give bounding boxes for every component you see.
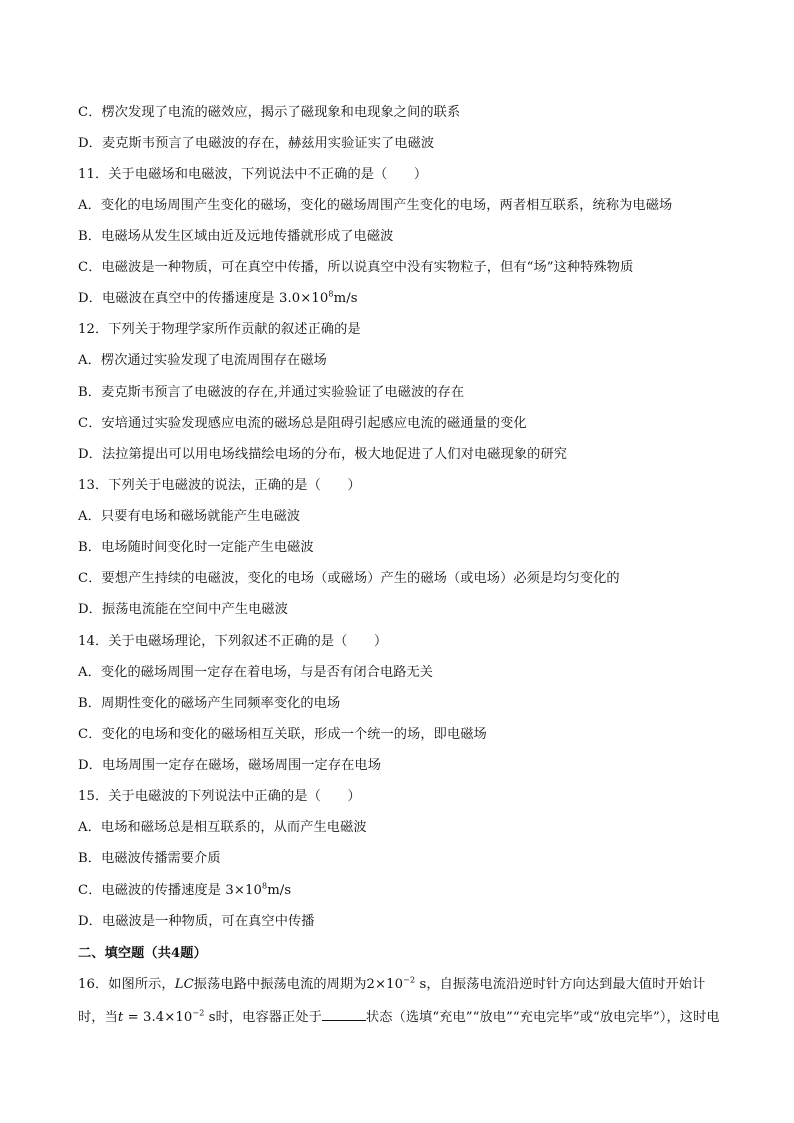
option-a-q15: A．电场和磁场总是相互联系的，从而产生电磁波 bbox=[78, 820, 367, 835]
question-12: 12．下列关于物理学家所作贡献的叙述正确的是 bbox=[78, 322, 361, 337]
option-a-q11: A．变化的电场周围产生变化的磁场，变化的磁场周围产生变化的电场，两者相互联系，统称为电磁场 bbox=[78, 198, 673, 213]
option-c-q15 bbox=[78, 882, 730, 900]
q16-period: 2×10 bbox=[366, 977, 404, 992]
option-a-q13: A．只要有电场和磁场就能产生电磁波 bbox=[78, 509, 301, 524]
q16-period-exp: −2 bbox=[403, 975, 416, 985]
option-c-q12: C．安培通过实验发现感应电流的磁场总是阻碍引起感应电流的磁通量的变化 bbox=[78, 416, 527, 431]
option-c-q13: C．要想产生持续的电磁波，变化的电场（或磁场）产生的磁场（或电场）必须是均匀变化的 bbox=[78, 571, 620, 586]
option-c-q14: C．变化的电场和变化的磁场相互关联，形成一个统一的场，即电磁场 bbox=[78, 727, 487, 742]
q16-t-exp: −2 bbox=[192, 1008, 205, 1018]
q16-part3: ，自振荡电流沿逆时针方向达到最大值时开始计 bbox=[426, 977, 706, 992]
question-13: 13．下列关于电磁波的说法，正确的是（ ） bbox=[78, 478, 361, 493]
q16-line2-a: 时，当 bbox=[78, 1010, 118, 1025]
q16-t-unit: s bbox=[204, 1010, 216, 1025]
speed-value-1: 3.0×10 bbox=[279, 291, 329, 306]
q16-line2-c: 状态（选填“充电”“放电”“充电完毕”或“放电完毕”），这时电 bbox=[365, 1010, 720, 1025]
option-d-q10: D．麦克斯韦预言了电磁波的存在，赫兹用实验证实了电磁波 bbox=[78, 136, 435, 151]
question-14: 14．关于电磁场理论，下列叙述不正确的是（ ） bbox=[78, 634, 388, 649]
q16-line2-b: 时，电容器正处于 bbox=[215, 1010, 322, 1025]
question-16-line-1 bbox=[78, 976, 730, 994]
option-a-q12: A．楞次通过实验发现了电流周围存在磁场 bbox=[78, 353, 327, 368]
answer-blank[interactable] bbox=[322, 1008, 366, 1021]
option-d-q14: D．电场周围一定存在磁场，磁场周围一定存在电场 bbox=[78, 758, 381, 773]
option-d-q12: D．法拉第提出可以用电场线描绘电场的分布，极大地促进了人们对电磁现象的研究 bbox=[78, 447, 568, 462]
section-heading: 二、填空题（共4题） bbox=[78, 946, 207, 961]
option-d-q11 bbox=[78, 290, 730, 308]
option-b-q15: B．电磁波传播需要介质 bbox=[78, 851, 221, 866]
option-d-q11-text: D．电磁波在真空中的传播速度是 bbox=[78, 291, 275, 306]
option-a-q14: A．变化的磁场周围一定存在着电场，与是否有闭合电路无关 bbox=[78, 665, 434, 680]
q16-part1: 16．如图所示， bbox=[78, 977, 175, 992]
option-c-q11: C．电磁波是一种物质，可在真空中传播，所以说真空中没有实物粒子，但有“场”这种特殊物质 bbox=[78, 260, 634, 275]
option-d-q13: D．振荡电流能在空间中产生电磁波 bbox=[78, 602, 288, 617]
q16-part2: 振荡电路中振荡电流的周期为 bbox=[193, 977, 367, 992]
q16-t-var: t bbox=[117, 1010, 124, 1025]
question-15: 15．关于电磁波的下列说法中正确的是（ ） bbox=[78, 789, 361, 804]
option-b-q13: B．电场随时间变化时一定能产生电磁波 bbox=[78, 540, 314, 555]
speed-unit-2: m/s bbox=[267, 883, 292, 898]
question-16-line-2 bbox=[78, 1008, 730, 1027]
option-c-q10: C．楞次发现了电流的磁效应，揭示了磁现象和电现象之间的联系 bbox=[78, 105, 461, 120]
speed-exp-2: 8 bbox=[262, 881, 268, 891]
q16-period-unit: s bbox=[415, 977, 427, 992]
option-b-q12: B．麦克斯韦预言了电磁波的存在,并通过实验验证了电磁波的存在 bbox=[78, 385, 465, 400]
speed-value-2: 3×10 bbox=[225, 883, 262, 898]
speed-exp-1: 8 bbox=[328, 289, 334, 299]
speed-unit-1: m/s bbox=[333, 291, 358, 306]
option-b-q11: B．电磁场从发生区域由近及远地传播就形成了电磁波 bbox=[78, 229, 394, 244]
option-c-q15-text: C．电磁波的传播速度是 bbox=[78, 883, 222, 898]
option-d-q15: D．电磁波是一种物质，可在真空中传播 bbox=[78, 914, 315, 929]
option-b-q14: B．周期性变化的磁场产生同频率变化的电场 bbox=[78, 696, 341, 711]
q16-t-value: = 3.4×10 bbox=[123, 1010, 193, 1025]
question-11: 11．关于电磁场和电磁波，下列说法中不正确的是（ ） bbox=[78, 167, 428, 182]
q16-lc: LC bbox=[174, 977, 194, 992]
